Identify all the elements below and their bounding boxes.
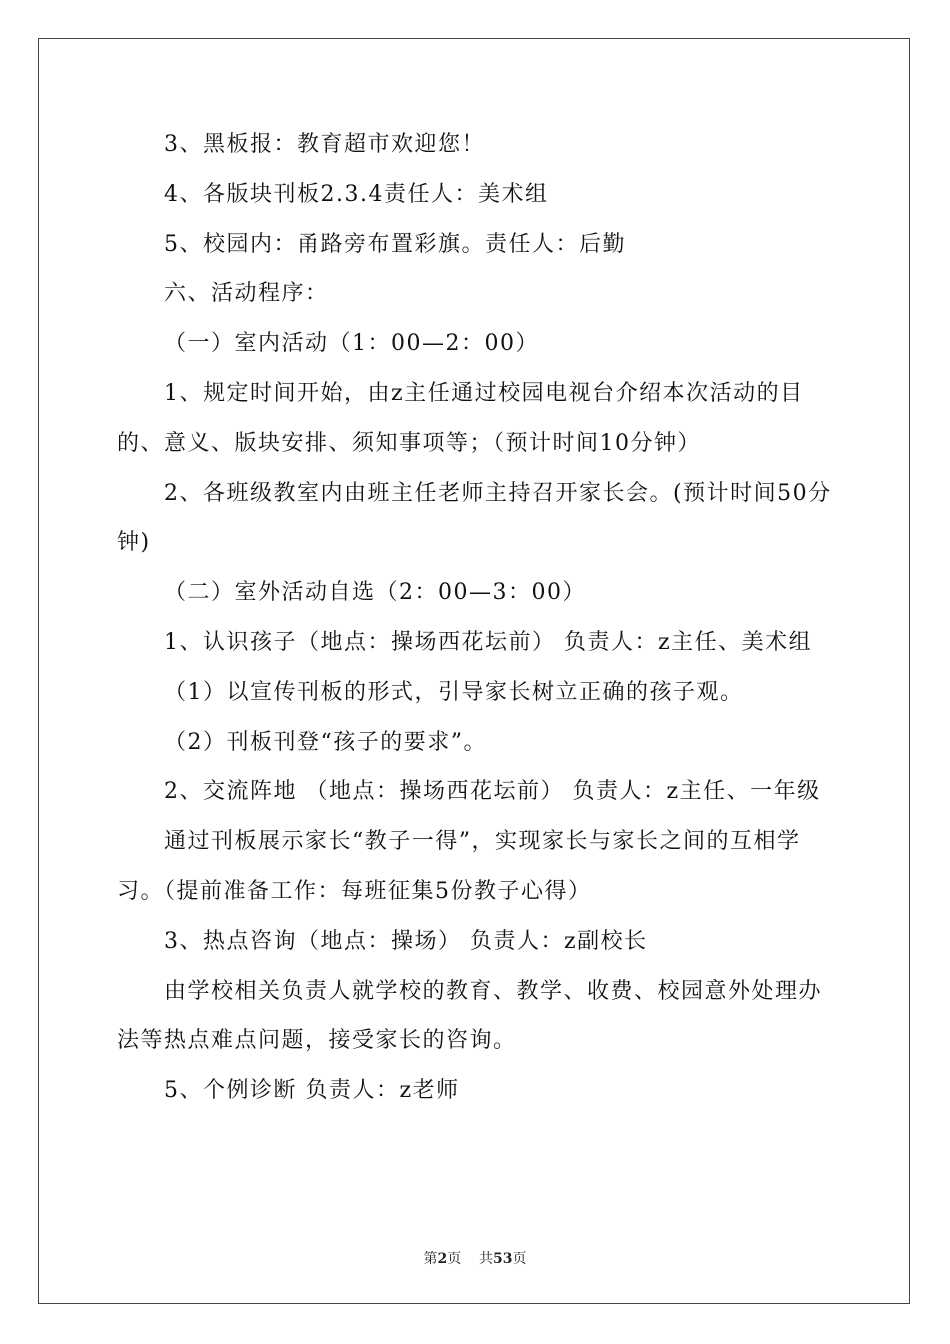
paragraph: 5、个例诊断 负责人：z老师	[164, 1078, 460, 1104]
document-body	[117, 120, 837, 1116]
subsection-heading: （二）室外活动自选（2：00—3：00）	[164, 580, 586, 606]
page-prefix: 第	[423, 1251, 438, 1267]
total-prefix: 共	[479, 1251, 494, 1267]
paragraph: 3、热点咨询（地点：操场） 负责人：z副校长	[164, 928, 648, 954]
paragraph: 5、校园内：甬路旁布置彩旗。责任人：后勤	[164, 231, 626, 257]
page-number: 2	[437, 1251, 448, 1267]
total-suffix: 页	[512, 1251, 527, 1267]
total-pages: 53	[493, 1251, 513, 1267]
paragraph: 由学校相关负责人就学校的教育、教学、收费、校园意外处理办法等热点难点问题，接受家长的咨询。	[117, 978, 823, 1054]
page-suffix: 页	[447, 1251, 462, 1267]
section-heading: 六、活动程序：	[164, 281, 329, 307]
paragraph: 1、认识孩子（地点：操场西花坛前） 负责人：z主任、美术组	[164, 629, 813, 655]
paragraph: 2、交流阵地 （地点：操场西花坛前） 负责人：z主任、一年级	[164, 779, 821, 805]
paragraph: 4、各版块刊板2.3.4责任人：美术组	[164, 181, 549, 207]
paragraph: 2、各班级教室内由班主任老师主持召开家长会。(预计时间50分钟)	[117, 480, 832, 556]
paragraph: 3、黑板报：教育超市欢迎您！	[164, 132, 485, 157]
paragraph: 通过刊板展示家长“教子一得”，实现家长与家长之间的互相学习。（提前准备工作：每班征集5份教子心得）	[117, 829, 801, 904]
paragraph: （1）以宣传刊板的形式，引导家长树立正确的孩子观。	[164, 679, 744, 705]
page-footer	[0, 1248, 950, 1268]
paragraph: 1、规定时间开始，由z主任通过校园电视台介绍本次活动的目的、意义、版块安排、须知事项等；（预计时间10分钟）	[117, 380, 804, 456]
subsection-heading: （一）室内活动（1：00—2：00）	[164, 331, 539, 357]
paragraph: （2）刊板刊登“孩子的要求”。	[164, 729, 487, 755]
